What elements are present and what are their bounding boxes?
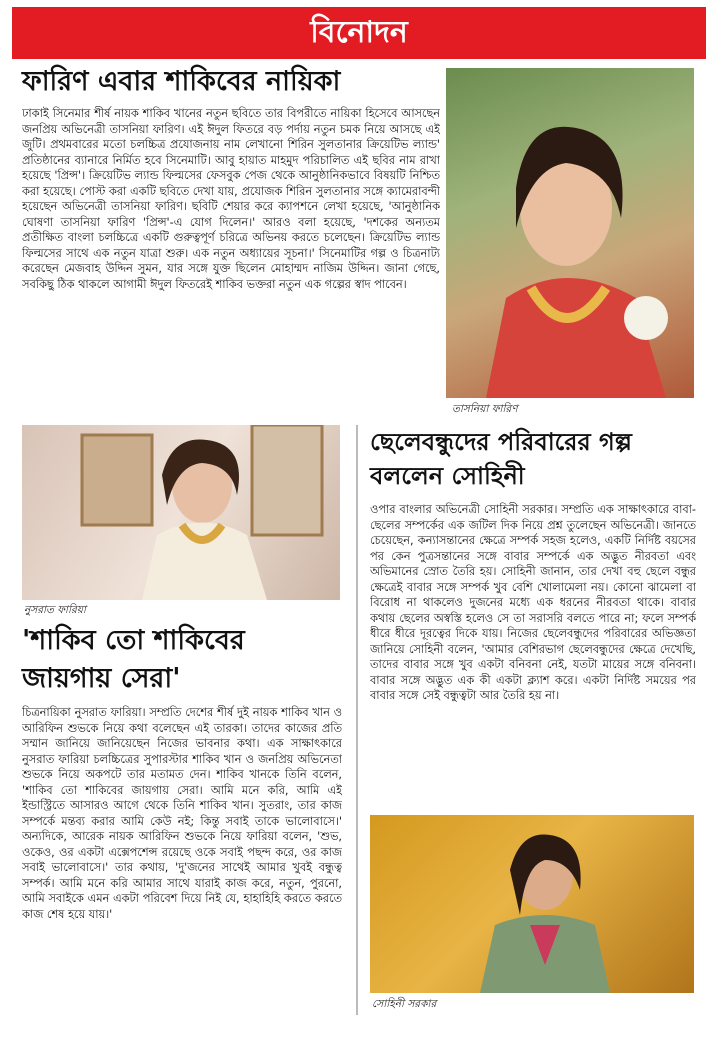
portrait-illustration xyxy=(22,425,340,600)
story1-body: ঢাকাই সিনেমার শীর্ষ নায়ক শাকিব খানের নতুন ছবিতে তার বিপরীতে নায়িকা হিসেবে আসছেন জনপ্রিয় অভিনেত্রী তাসনিয়া ফারিণ। এই ঈদুল ফিতরে বড় পর্দায় নতুন চমক নিয়ে আসছে এই জুটি। প্রথমবারের মতো চলচ্চিত্র প্রযোজনায় নাম লেখানো শিরিন সুলতানার ক্রিয়েটিভ ল্যান্ড' প্রতিষ্ঠানের ব্যানারে নির্মিত হবে সিনেমাটি। আবু হায়াত মাহমুদ পরিচালিত এই ছবির নাম রাখা হয়েছে 'প্রিন্স'। ক্রিয়েটিভ ল্যান্ড ফিল্মসের ফেসবুক পেজ থেকে আনুষ্ঠানিকভাবে বিষয়টি নিশ্চিত করা হয়েছে। পোস্ট করা একটি ছবিতে দেখা যায়, প্রযোজক শিরিন সুলতানার সঙ্গে ক্যামেরাবন্দী হয়েছেন অভিনেত্রী তাসনিয়া ফারিণ। ছবিটি শেয়ার করে ক্যাপশনে লেখা হয়েছে, 'আনুষ্ঠানিক ঘোষণা তাসনিয়া ফারিণ 'প্রিন্স'-এ যোগ দিলেন।' আরও বলা হয়েছে, 'দশকের অন্যতম প্রতীক্ষিত বাংলা চলচ্চিত্রে একটি গুরুত্বপূর্ণ চরিত্রে অভিনয় করতে চলেছেন। ক্রিয়েটিভ ল্যান্ড ফিল্মসের সাথে এক নতুন যাত্রা শুরু। এক নতুন অধ্যায়ের সূচনা।' সিনেমাটির গল্প ও চিত্রনাট্য করেছেন মেজবাহ উদ্দিন সুমন, যার সঙ্গে যুক্ত ছিলেন মোহাম্মদ নাজিম উদ্দিন। জানা গেছে, সবকিছু ঠিক থাকলে আগামী ঈদুল ফিতরেই শাকিব ভক্তরা নতুন এক গল্পের স্বাদ পাবেন। xyxy=(22,107,440,291)
story3-photo-caption: সোহিনী সরকার xyxy=(372,998,437,1010)
story1-photo-caption: তাসনিয়া ফারিণ xyxy=(452,403,518,415)
column-divider xyxy=(356,425,358,1015)
story3-headline: ছেলেবন্ধুদের পরিবারের গল্প বললেন সোহিনী xyxy=(370,427,632,490)
story3-photo xyxy=(370,815,694,993)
story2-photo xyxy=(22,425,340,600)
portrait-illustration xyxy=(370,815,694,993)
portrait-illustration xyxy=(446,68,694,398)
story2-body: চিত্রনায়িকা নুসরাত ফারিয়া। সম্প্রতি দেশের শীর্ষ দুই নায়ক শাকিব খান ও আরিফিন শুভকে নিয়ে কথা বলেছেন এই তারকা। তাদের কাজের প্রতি সম্মান জানিয়ে জানিয়েছেন নিজের ভাবনার কথা। এক সাক্ষাৎকারে নুসরাত ফারিয়া চলচ্চিত্রের সুপারস্টার শাকিব খান ও জনপ্রিয় অভিনেতা শুভকে নিয়ে অকপটে তার মতামত দেন। শাকিব খানকে তিনি বলেন, 'শাকিব তো শাকিবের জায়গায় সেরা। আমি মনে করি, আমি এই ইন্ডাস্ট্রিতে আসারও আগে থেকে তিনি শাকিব খান। সুতরাং, তার কাজ সম্পর্কে মন্তব্য করার আমি কেউ নই; কিন্তু সবাই তাকে ভালোবাসে।' অন্যদিকে, আরেক নায়ক আরিফিন শুভকে নিয়ে ফারিয়া বলেন, 'শুভ, ওকেও, ওর একটা এক্সেপশেন্স রয়েছে ওকে সবাই পছন্দ করে, ওর কাজ সবাই ভালোবাসে।' তার কথায়, 'দু'জনের সাথেই আমার খুবই বন্ধুত্ব সম্পর্ক। আমি মনে করি আমার সাথে যারাই কাজ করে, নতুন, পুরনো, আমি সবাইকে এমন একটা পরিবেশ দিয়ে নিই যে, হাহাহিহি করতে করতে কাজ শেষ হয়ে যায়।' xyxy=(22,706,342,921)
story2-photo-caption: নুসরাত ফারিয়া xyxy=(24,604,86,616)
story2-headline: 'শাকিব তো শাকিবের জায়গায় সেরা' xyxy=(22,625,245,694)
section-title: বিনোদন xyxy=(310,15,408,50)
story1-photo xyxy=(446,68,694,398)
story1-headline: ফারিণ এবার শাকিবের নায়িকা xyxy=(22,66,341,97)
section-banner xyxy=(12,7,706,59)
story3-body: ওপার বাংলার অভিনেত্রী সোহিনী সরকার। সম্প্রতি এক সাক্ষাৎকারে বাবা-ছেলের সম্পর্কের এক জটিল দিক নিয়ে প্রশ্ন তুলেছেন অভিনেত্রী। জানতে চেয়েছেন, কন্যাসন্তানের ক্ষেত্রে সম্পর্ক সহজ হলেও, একটি নির্দিষ্ট বয়সের পর কেন পুত্রসন্তানের সঙ্গে বাবার সম্পর্কে এক অদ্ভুত নীরবতা এবং অভিমানের স্রোত তৈরি হয়। সোহিনী জানান, তার দেখা বহু ছেলে বন্ধুর ক্ষেত্রেই বাবার সঙ্গে সম্পর্ক খুব বেশি খোলামেলা নয়। কোনো ঝামেলা বা বিরোধ না থাকলেও দুজনের মধ্যে এক ধরনের নীরবতা থাকে। বাবার কথায় ছেলের অস্বস্তি হলেও সে তা সরাসরি বলতে পারে না; ফলে সম্পর্ক ধীরে ধীরে দূরত্বের দিকে যায়। নিজের ছেলেবন্ধুদের পরিবারের অভিজ্ঞতা জানিয়ে সোহিনী বলেন, 'আমার বেশিরভাগ ছেলেবন্ধুদের ক্ষেত্রে দেখেছি, তাদের বাবার সঙ্গে খুব একটা বনিবনা নেই, যতটা মায়ের সঙ্গে বনিবনা। বাবার সঙ্গে অদ্ভুত এক কী একটা ক্ল্যাশ করে। একটা নির্দিষ্ট সময়ের পর বাবার সঙ্গে সেই বন্ধুত্বটা আর তৈরি হয় না। xyxy=(370,503,696,702)
